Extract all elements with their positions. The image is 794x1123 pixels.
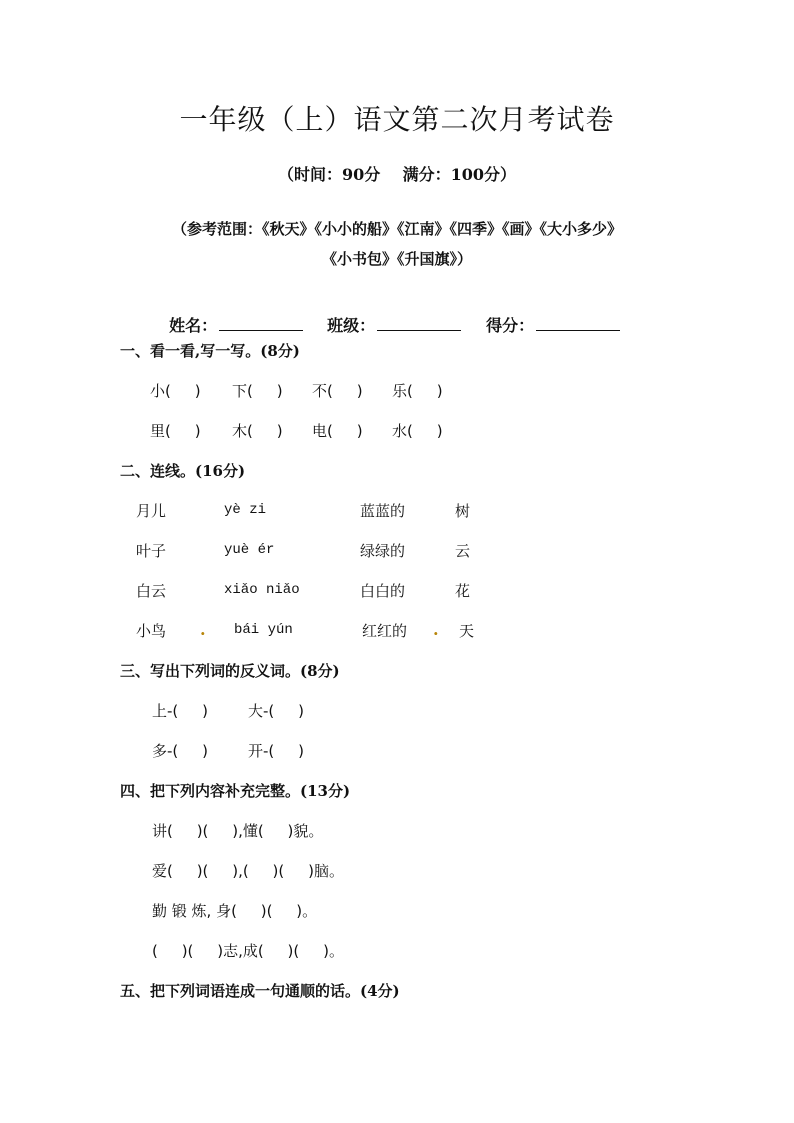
- connect-dot: .: [433, 620, 439, 639]
- fill-line: 爱( )( ),( )( )脑。: [152, 862, 344, 880]
- s1-item: 木( ): [232, 422, 283, 440]
- fill-line: 勤 锻 炼, 身( )( )。: [152, 902, 318, 920]
- pinyin: bái yún: [234, 622, 293, 638]
- noun: 花: [455, 582, 471, 600]
- section-1-heading: 一、看一看,写一写。(8分): [120, 342, 300, 360]
- name-field: [158, 294, 303, 336]
- s1-item: 乐( ): [392, 382, 443, 400]
- left-word: 白云: [136, 582, 167, 600]
- s1-item: 小( ): [150, 382, 201, 400]
- s1-item: 水( ): [392, 422, 443, 440]
- class-blank[interactable]: [377, 314, 461, 331]
- section-4-heading: 四、把下列内容补充完整。(13分): [120, 782, 351, 800]
- noun: 树: [455, 502, 471, 520]
- fill-line: 讲( )( ),懂( )貌。: [152, 822, 324, 840]
- fill-line: ( )( )志,成( )( )。: [152, 942, 344, 960]
- adjective: 蓝蓝的: [360, 502, 406, 520]
- class-field: [316, 294, 461, 336]
- antonym-item: 开-( ): [248, 742, 304, 760]
- score-label: 得分：: [486, 316, 535, 335]
- score-blank[interactable]: [536, 314, 620, 331]
- section-2-heading: 二、连线。(16分): [120, 462, 246, 480]
- antonym-item: 大-( ): [248, 702, 304, 720]
- class-label: 班级：: [327, 316, 376, 335]
- antonym-item: 上-( ): [152, 702, 208, 720]
- section-5-heading: 五、把下列词语连成一句通顺的话。(4分): [120, 982, 400, 1000]
- exam-time-score: （时间：90分 满分：100分）: [278, 165, 516, 184]
- adjective: 绿绿的: [360, 542, 406, 560]
- name-label: 姓名：: [169, 316, 218, 335]
- score-field: [475, 294, 620, 336]
- antonym-item: 多-( ): [152, 742, 208, 760]
- scope-line-1: （参考范围：《秋天》《小小的船》《江南》《四季》《画》《大小多少》: [171, 220, 622, 238]
- noun: 云: [455, 542, 471, 560]
- page-title: 一年级（上）语文第二次月考试卷: [179, 103, 615, 136]
- left-word: 月儿: [136, 502, 167, 520]
- left-word: 叶子: [136, 542, 167, 560]
- noun: 天: [459, 622, 475, 640]
- pinyin: yè zi: [224, 502, 267, 518]
- pinyin: yuè ér: [224, 542, 275, 558]
- pinyin: xiǎo niǎo: [224, 582, 300, 598]
- s1-item: 不( ): [312, 382, 363, 400]
- section-3-heading: 三、写出下列词的反义词。(8分): [120, 662, 340, 680]
- left-word: 小鸟: [136, 622, 167, 640]
- s1-item: 里( ): [150, 422, 201, 440]
- s1-item: 下( ): [232, 382, 283, 400]
- s1-item: 电( ): [312, 422, 363, 440]
- adjective: 红红的: [362, 622, 408, 640]
- adjective: 白白的: [360, 582, 406, 600]
- name-blank[interactable]: [219, 314, 303, 331]
- connect-dot: .: [200, 620, 206, 639]
- scope-line-2: 《小书包》《升国旗》）: [321, 250, 472, 268]
